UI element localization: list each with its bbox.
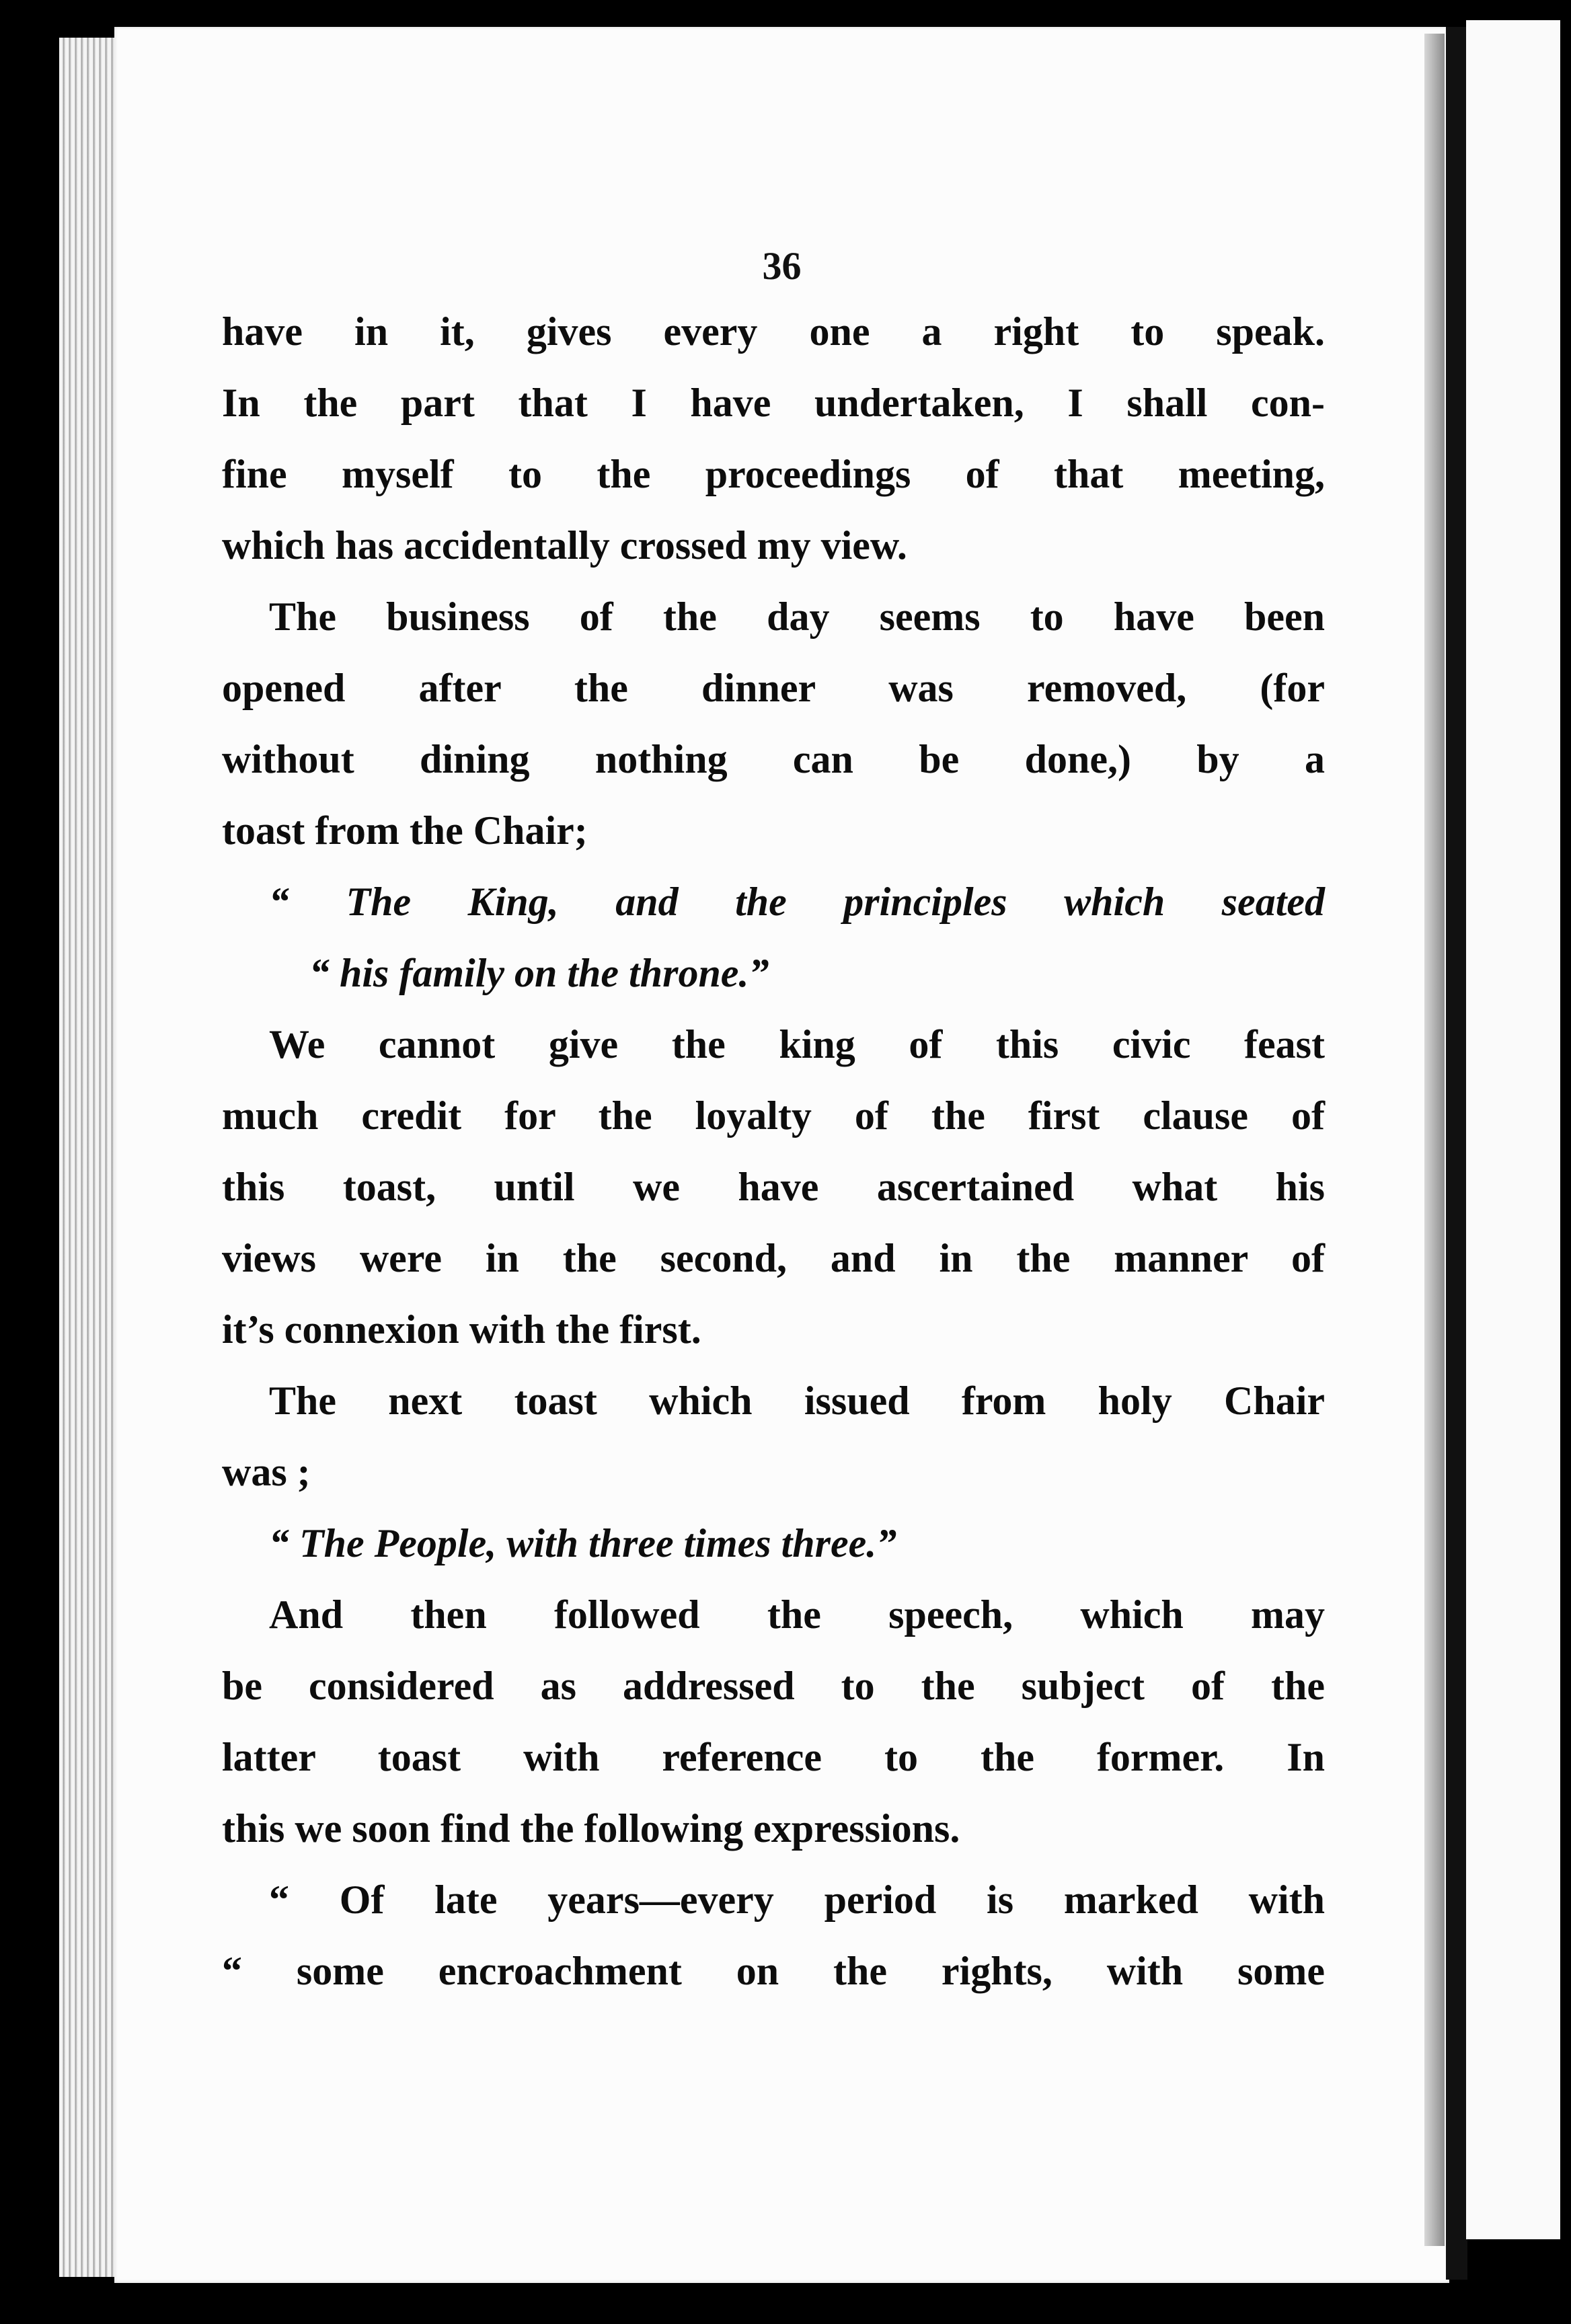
text-line: We cannot give the king of this civic feast: [269, 1022, 1325, 1067]
text-line: “ his family on the throne.”: [309, 951, 769, 995]
text-line: “ some encroachment on the rights, with some: [222, 1949, 1325, 1993]
body-text: [222, 296, 1325, 2007]
text-line: without dining nothing can be done,) by a: [222, 737, 1325, 781]
book-spine: [1446, 27, 1467, 2280]
text-line: latter toast with reference to the former. In: [222, 1735, 1325, 1779]
text-line: And then followed the speech, which may: [269, 1592, 1325, 1637]
page-gutter-shadow: [1424, 34, 1445, 2246]
facing-page-edge: [1466, 20, 1560, 2239]
text-line: The business of the day seems to have been: [269, 594, 1325, 639]
text-line: “ Of late years—every period is marked with: [269, 1877, 1325, 1922]
text-line: In the part that I have undertaken, I shall con-: [222, 381, 1325, 425]
text-line: The next toast which issued from holy Chair: [269, 1379, 1325, 1423]
text-line: fine myself to the proceedings of that meeting,: [222, 452, 1325, 496]
text-line: be considered as addressed to the subject of the: [222, 1664, 1325, 1708]
text-line: views were in the second, and in the manner of: [222, 1236, 1325, 1280]
text-line: “ The King, and the principles which seated: [269, 880, 1325, 924]
text-line: much credit for the loyalty of the first clause of: [222, 1093, 1325, 1138]
text-line: “ The People, with three times three.”: [269, 1521, 897, 1565]
text-line: this we soon find the following expressions.: [222, 1806, 960, 1851]
text-line: opened after the dinner was removed, (for: [222, 666, 1325, 710]
text-line: it’s connexion with the first.: [222, 1307, 701, 1352]
text-line: have in it, gives every one a right to speak.: [222, 309, 1325, 354]
text-line: toast from the Chair;: [222, 808, 588, 853]
text-line: which has accidentally crossed my view.: [222, 523, 907, 568]
page-number: 36: [762, 244, 802, 288]
text-line: this toast, until we have ascertained what his: [222, 1165, 1325, 1209]
text-line: was ;: [222, 1450, 311, 1494]
